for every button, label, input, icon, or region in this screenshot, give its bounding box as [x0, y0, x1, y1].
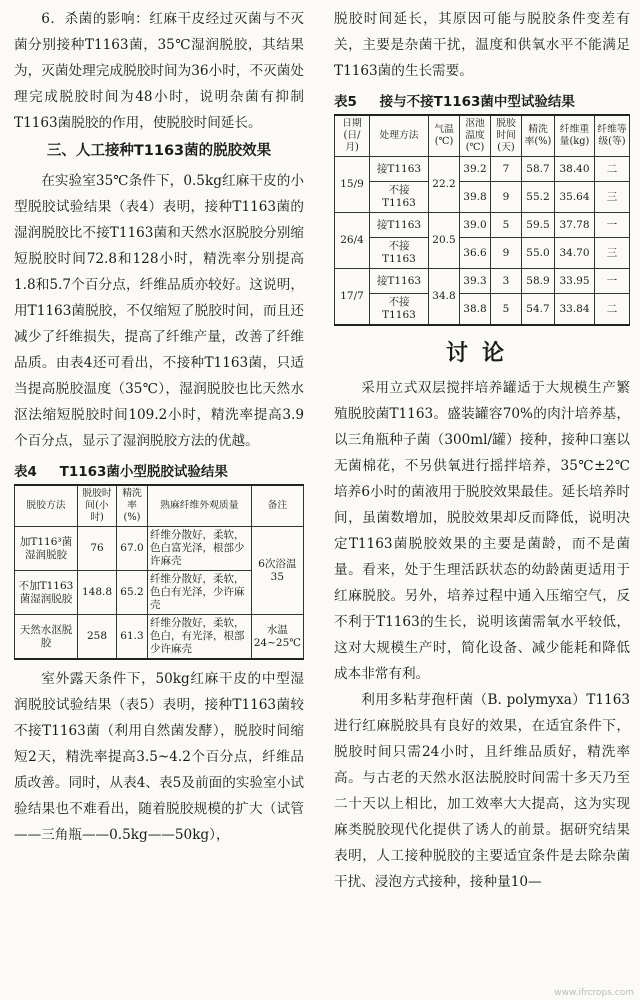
table5-header-date: 日期(日/月): [335, 115, 370, 157]
table5-cell-method: 接T1163: [370, 157, 429, 182]
table4-cell-yield: 67.0: [117, 527, 148, 571]
table4-cell-method: 加T116³菌湿润脱胶: [15, 527, 78, 571]
table5-cell-grade: 二: [595, 157, 630, 182]
table5-cell-yield: 58.7: [522, 157, 555, 182]
table-row: [335, 157, 630, 182]
table5-cell-air-temp: 20.5: [429, 213, 460, 269]
table5-header-yield: 精洗率(%): [522, 115, 555, 157]
table4-header-yield: 精洗率(%): [117, 485, 148, 527]
table4-cell-remark: 水温24~25℃: [251, 615, 303, 660]
table5-cell-date: 17/7: [335, 269, 370, 326]
table5-header-row: [335, 115, 630, 157]
table4-cell-time: 258: [78, 615, 117, 660]
table4-cell-time: 148.8: [78, 571, 117, 615]
table4-cell-remark: 6次浴温35: [251, 527, 303, 615]
paragraph-continuation: 脱胶时间延长，其原因可能与脱胶条件变差有关，主要是杂菌干扰，温度和供氧水平不能满足T1163菌的生长需要。: [334, 11, 630, 79]
table5-cell-pool-temp: 39.0: [460, 213, 491, 238]
table5: [334, 114, 630, 326]
table5-cell-days: 9: [491, 182, 522, 213]
paragraph-medium-scale-results: 室外露天条件下，50kg红麻干皮的中型湿润脱胶试验结果（表5）表明，接种T1163菌较不接T1163菌（利用自然菌发酵），脱胶时间缩短2天，精洗率提高3.5~4.2个百分点，纤维品质改善。同时，从表4、表5及前面的实验室小试验结果也不难看出，随着脱胶规模的扩大（试管——三角瓶——0.5kg——50kg），: [14, 671, 304, 843]
table5-header-grade: 纤维等级(等): [595, 115, 630, 157]
paragraph-small-scale-results: 在实验室35℃条件下，0.5kg红麻干皮的小型脱胶试验结果（表4）表明，接种T1163菌的湿润脱胶比不接T1163菌和天然水沤脱胶分别缩短脱胶时间72.8和128小时，精洗率分别提高1.8和5.7个百分点，纤维品质亦较好。这说明，用T1163菌脱胶，不仅缩短了脱胶时间，而且还减少了纤维损失，提高了纤维产量，改善了纤维品质。由表4还可看出，不接种T1163菌，只适当提高脱胶温度（35℃），湿润脱胶也比天然水沤法缩短脱胶时间109.2小时，精洗率提高3.9个百分点，显示了湿润脱胶方法的优越。: [14, 173, 304, 449]
table4-header-remark: 备注: [251, 485, 303, 527]
table4-cell-quality: 纤维分散好，柔软，色白富光泽，根部少许麻壳: [148, 527, 252, 571]
table5-header-air-temp: 气温(℃): [429, 115, 460, 157]
table5-cell-days: 5: [491, 213, 522, 238]
table5-caption: [334, 90, 630, 110]
table4-header-quality: 熟麻纤维外观质量: [148, 485, 252, 527]
table4-header-method: 脱胶方法: [15, 485, 78, 527]
table5-cell-yield: 58.9: [522, 269, 555, 294]
table4-caption: [14, 460, 304, 480]
table4-cell-quality: 纤维分散好，柔软，色白有光泽，少许麻壳: [148, 571, 252, 615]
table5-cell-weight: 35.64: [555, 182, 595, 213]
table5-cell-date: 26/4: [335, 213, 370, 269]
table5-title: 接与不接T1163菌中型试验结果: [379, 94, 575, 110]
table5-cell-pool-temp: 39.3: [460, 269, 491, 294]
left-column: [14, 6, 304, 848]
table-row: [335, 182, 630, 213]
watermark: www.ifrcrops.com: [554, 988, 634, 998]
paragraph-sterilization-effect: 6．杀菌的影响：红麻干皮经过灭菌与不灭菌分别接种T1163菌，35℃湿润脱胶，其结果为，灭菌处理完成脱胶时间为36小时，不灭菌处理完成脱胶时间为48小时，说明杂菌有抑制T1163菌脱胶的作用，使脱胶时间延长。: [14, 11, 304, 131]
paragraph-conclusion: 利用多粘芽孢杆菌（B. polymyxa）T1163进行红麻脱胶具有良好的效果，在适宜条件下，脱胶时间只需24小时，且纤维品质好，精洗率高。与古老的天然水沤法脱胶时间需十多天乃至二十天以上相比，加工效率大大提高，这为实现麻类脱胶现代化提供了诱人的前景。据研究结果表明，人工接种脱胶的主要适宜条件是去除杂菌干扰、浸泡方式接种，接种量10—: [334, 692, 630, 890]
table5-cell-yield: 54.7: [522, 294, 555, 326]
table4-header-time: 脱胶时间(小时): [78, 485, 117, 527]
table5-cell-grade: 三: [595, 182, 630, 213]
table5-header-pool-temp: 沤池温度(℃): [460, 115, 491, 157]
table5-cell-grade: 三: [595, 238, 630, 269]
table5-cell-method: 接T1163: [370, 213, 429, 238]
table-row: [15, 615, 304, 660]
table5-cell-method: 不接T1163: [370, 182, 429, 213]
table5-cell-days: 9: [491, 238, 522, 269]
table5-cell-air-temp: 34.8: [429, 269, 460, 326]
table4-number: 表4: [14, 464, 37, 480]
table4-title: T1163菌小型脱胶试验结果: [59, 464, 228, 480]
table5-cell-method: 不接T1163: [370, 238, 429, 269]
discussion-title: 讨论: [445, 341, 518, 366]
table4-cell-yield: 61.3: [117, 615, 148, 660]
table4-cell-time: 76: [78, 527, 117, 571]
table5-cell-air-temp: 22.2: [429, 157, 460, 213]
table-row: [335, 294, 630, 326]
table5-cell-weight: 37.78: [555, 213, 595, 238]
table4-header-row: [15, 485, 304, 527]
right-column: [334, 6, 630, 895]
table4: [14, 484, 304, 660]
table4-cell-method: 不加T1163菌湿润脱胶: [15, 571, 78, 615]
table5-cell-pool-temp: 38.8: [460, 294, 491, 326]
table4-cell-yield: 65.2: [117, 571, 148, 615]
table5-cell-weight: 33.95: [555, 269, 595, 294]
table5-cell-grade: 一: [595, 269, 630, 294]
table5-cell-days: 7: [491, 157, 522, 182]
table5-cell-method: 接T1163: [370, 269, 429, 294]
table5-cell-method: 不接T1163: [370, 294, 429, 326]
paragraph-fermenter-culture: 采用立式双层搅拌培养罐适于大规模生产繁殖脱胶菌T1163。盛装罐容70%的肉汁培养基，以三角瓶种子菌（300ml/罐）接种，接种口塞以无菌棉花，不另供氧进行摇拌培养，35℃±2℃培养6小时的菌液用于脱胶效果最佳。延长培养时间，虽菌数增加，脱胶效果却反而降低，说明决定T1163菌脱胶效果的主要是菌龄，而不是菌量。看来，处于生理活跃状态的幼龄菌更适用于红麻脱胶。另外，培养过程中通入压缩空气，反不利于T1163的生长，说明该菌需氧水平较低，这对大规模生产时，简化设备、减少能耗和降低成本非常有利。: [334, 380, 630, 682]
table4-cell-method: 天然水沤脱胶: [15, 615, 78, 660]
table5-cell-grade: 二: [595, 294, 630, 326]
table5-cell-pool-temp: 36.6: [460, 238, 491, 269]
table5-cell-yield: 55.2: [522, 182, 555, 213]
table5-cell-weight: 33.84: [555, 294, 595, 326]
table5-cell-days: 5: [491, 294, 522, 326]
table-row: [335, 213, 630, 238]
table5-header-days: 脱胶时间(天): [491, 115, 522, 157]
table4-cell-quality: 纤维分散好，柔软，色白，有光泽，根部少许麻壳: [148, 615, 252, 660]
table5-cell-yield: 59.5: [522, 213, 555, 238]
table5-cell-weight: 34.70: [555, 238, 595, 269]
table5-cell-pool-temp: 39.8: [460, 182, 491, 213]
table5-cell-weight: 38.40: [555, 157, 595, 182]
table5-cell-days: 3: [491, 269, 522, 294]
section-title-inoculation: 三、人工接种T1163菌的脱胶效果: [46, 143, 272, 159]
table5-number: 表5: [334, 94, 357, 110]
table5-header-weight: 纤维重量(kg): [555, 115, 595, 157]
table-row: [335, 269, 630, 294]
table-row: [335, 238, 630, 269]
table-row: [15, 527, 304, 571]
table5-cell-grade: 一: [595, 213, 630, 238]
table5-cell-date: 15/9: [335, 157, 370, 213]
table5-header-method: 处理方法: [370, 115, 429, 157]
table5-cell-yield: 55.0: [522, 238, 555, 269]
table5-cell-pool-temp: 39.2: [460, 157, 491, 182]
